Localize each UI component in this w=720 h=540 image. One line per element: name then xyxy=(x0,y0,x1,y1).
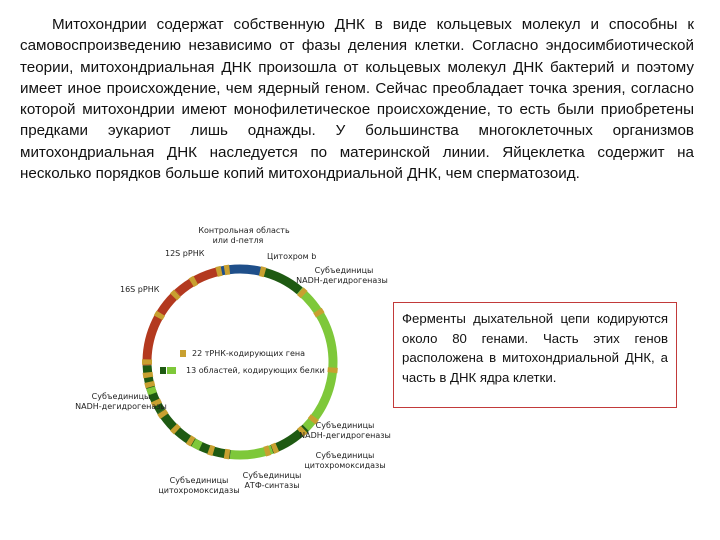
segment-accent-1 xyxy=(194,443,201,447)
mtdna-ring xyxy=(147,269,333,455)
segment-cytochrome-b xyxy=(261,271,300,290)
segment-12s-rrna xyxy=(178,271,219,293)
trna-marker xyxy=(300,291,304,294)
label-12s-rrna: 12S рРНК xyxy=(165,249,205,258)
legend-trna-label: 22 тРНК-кодирующих гена xyxy=(192,349,306,358)
trna-marker xyxy=(317,311,320,315)
enzymes-note-box: Ферменты дыхательной цепи кодируются около 80 генами. Часть этих генов расположена в митохондриальной ДНК, а часть в ДНК ядра клетки. xyxy=(393,302,677,408)
trna-marker xyxy=(217,271,222,272)
trna-marker xyxy=(158,313,161,318)
label-nadh-right-1: Субъединицы xyxy=(315,421,375,430)
label-nadh-top-right-2: NADH-дегидрогеназы xyxy=(296,276,388,285)
label-cox-bottom-1: Субъединицы xyxy=(169,476,229,485)
label-nadh-top-right-1: Субъединицы xyxy=(314,266,374,275)
trna-marker xyxy=(272,447,277,449)
label-nadh-left-2: NADH-дегидрогеназы xyxy=(75,402,167,411)
trna-marker xyxy=(312,417,315,421)
trna-marker xyxy=(174,293,178,297)
trna-marker xyxy=(189,439,193,442)
label-cox-right-2: цитохромоксидазы xyxy=(304,461,386,470)
trna-marker xyxy=(149,382,150,387)
legend-trna-swatch xyxy=(180,350,186,357)
trna-marker xyxy=(174,427,178,431)
trna-marker xyxy=(224,454,229,455)
label-nadh-left-1: Субъединицы xyxy=(91,392,151,401)
trna-marker xyxy=(224,270,229,271)
trna-marker xyxy=(209,450,214,452)
legend-protein-swatch-dark xyxy=(160,367,166,374)
main-paragraph: Митохондрии содержат собственную ДНК в виде кольцевых молекул и способны к самовоспроизведению независимо от фазы деления клетки. Согласно эндосимбиотической теории, митохондриальная ДНК произошла от кольцевых молекул ДНК бактерий и поэтому имеет иное происхождение, чем ядерный геном. Сейчас преобладает точка зрения, согласно которой митохондрии имеют монофилетическое происхождение, то есть были приобретены предками эукариот лишь однажды. У большинства многоклеточных организмов митохондриальная ДНК наследуется по материнской линии. Яйцеклетка содержит на несколько порядков больше копий митохондриальной ДНК, чем сперматозоид. xyxy=(20,16,694,183)
legend-protein-label: 13 областей, кодирующих белки xyxy=(186,366,325,375)
trna-marker xyxy=(260,271,265,272)
label-d-loop: или d-петля xyxy=(212,236,264,245)
label-cytochrome-b: Цитохром b xyxy=(267,252,317,261)
trna-marker xyxy=(148,372,149,377)
segment-accent-2 xyxy=(151,388,153,394)
label-cox-right-1: Субъединицы xyxy=(315,451,375,460)
trna-marker xyxy=(265,450,270,452)
legend-protein-swatch-light xyxy=(167,367,176,374)
trna-marker xyxy=(191,280,196,283)
label-cox-bottom-2: цитохромоксидазы xyxy=(158,486,240,495)
label-control-region: Контрольная область xyxy=(198,226,290,235)
segment-16s-rrna xyxy=(147,293,178,365)
label-atp-synthase-2: АТФ-синтазы xyxy=(244,481,300,490)
label-atp-synthase-1: Субъединицы xyxy=(242,471,302,480)
label-nadh-right-2: NADH-дегидрогеназы xyxy=(299,431,391,440)
trna-marker xyxy=(161,412,164,416)
label-16s-rrna: 16S рРНК xyxy=(120,285,160,294)
